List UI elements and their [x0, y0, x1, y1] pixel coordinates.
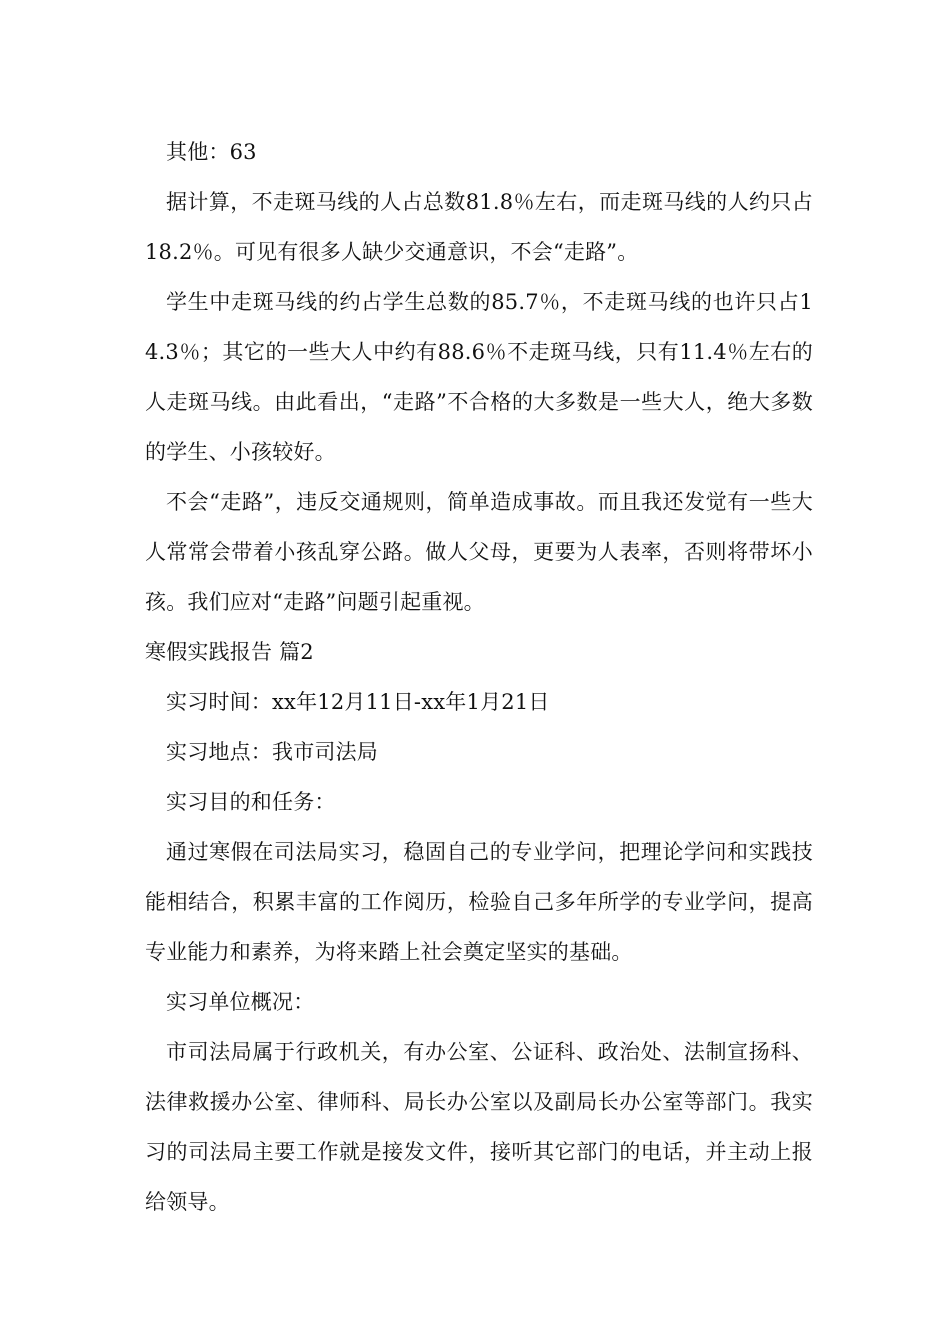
paragraph-other-count: 其他：63 — [166, 140, 257, 164]
paragraph-internship-location: 实习地点：我市司法局 — [166, 740, 378, 764]
paragraph-unit-label: 实习单位概况： — [166, 990, 315, 1014]
document-body — [145, 127, 813, 1227]
paragraph-purpose-body: 通过寒假在司法局实习，稳固自己的专业学问，把理论学问和实践技能相结合，积累丰富的工作阅历，检验自己多年所学的专业学问，提高专业能力和素养，为将来踏上社会奠定坚实的基础。 — [145, 840, 813, 964]
paragraph-calc-summary: 据计算，不走斑马线的人占总数81.8％左右，而走斑马线的人约只占18.2％。可见有很多人缺少交通意识，不会“走路”。 — [145, 190, 813, 264]
paragraph-internship-time: 实习时间：xx年12月11日-xx年1月21日 — [166, 690, 550, 714]
paragraph-conclusion: 不会“走路”，违反交通规则，简单造成事故。而且我还发觉有一些大人常常会带着小孩乱穿公路。做人父母，更要为人表率，否则将带坏小孩。我们应对“走路”问题引起重视。 — [145, 490, 813, 614]
paragraph-student-adult-stats: 学生中走斑马线的约占学生总数的85.7％，不走斑马线的也许只占14.3％；其它的一些大人中约有88.6％不走斑马线，只有11.4％左右的人走斑马线。由此看出，“走路”不合格的大多数是一些大人，绝大多数的学生、小孩较好。 — [145, 290, 813, 464]
paragraph-unit-body: 市司法局属于行政机关，有办公室、公证科、政治处、法制宣扬科、法律救援办公室、律师科、局长办公室以及副局长办公室等部门。我实习的司法局主要工作就是接发文件，接听其它部门的电话，并主动上报给领导。 — [145, 1040, 813, 1214]
section-title: 寒假实践报告 篇2 — [145, 640, 314, 664]
paragraph-purpose-label: 实习目的和任务： — [166, 790, 336, 814]
